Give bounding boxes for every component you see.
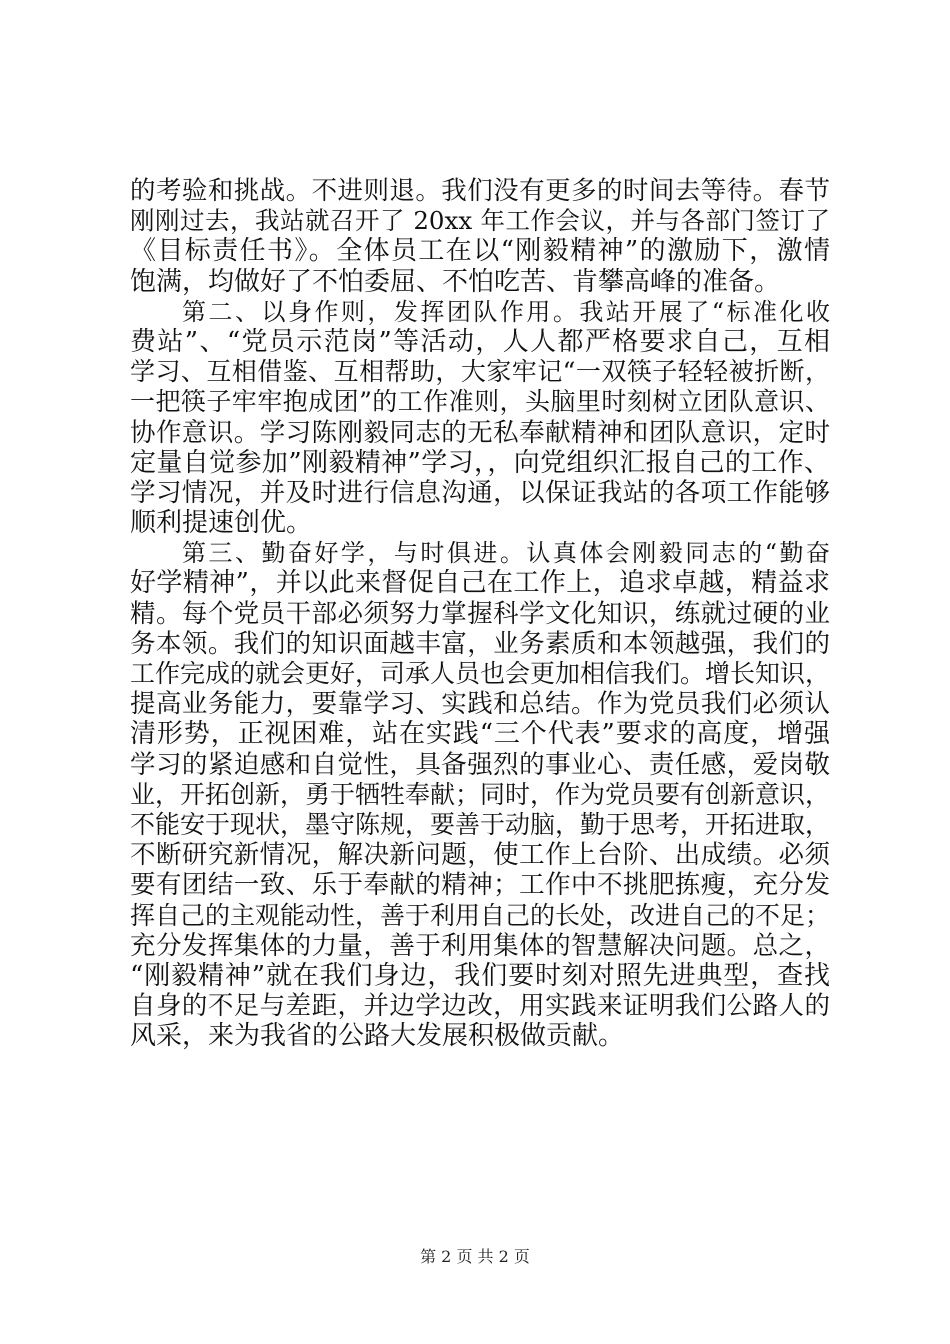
text-line: 不断研究新情况，解决新问题，使工作上台阶、出成绩。必须	[130, 840, 830, 871]
page-number-footer: 第 2 页 共 2 页	[420, 1247, 530, 1266]
text-line: 挥自己的主观能动性，善于利用自己的长处，改进自己的不足；	[130, 900, 831, 930]
text-line: 要有团结一致、乐于奉献的精神；工作中不挑肥拣瘦，充分发	[130, 870, 830, 901]
text-line: 风采，来为我省的公路大发展积极做贡献。	[130, 1021, 625, 1052]
text-line: 自身的不足与差距，并边学边改，用实践来证明我们公路人的	[130, 991, 830, 1022]
text-line: 务本领。我们的知识面越丰富，业务素质和本领越强，我们的	[130, 628, 830, 659]
text-line: 业，开拓创新，勇于牺牲奉献；同时，作为党员要有创新意识，	[130, 779, 831, 809]
text-line: 清形势，正视困难，站在实践“三个代表”要求的高度，增强	[130, 719, 830, 750]
text-line: 精。每个党员干部必须努力掌握科学文化知识，练就过硬的业	[130, 598, 830, 629]
text-line: 不能安于现状，墨守陈规，要善于动脑，勤于思考，开拓进取，	[130, 809, 831, 839]
text-line: 饱满，均做好了不怕委屈、不怕吃苦、肯攀高峰的准备。	[130, 266, 781, 297]
text-line: 学习的紧迫感和自觉性，具备强烈的事业心、责任感，爱岗敬	[130, 749, 830, 780]
text-line: 顺利提速创优。	[130, 508, 313, 539]
paragraph-start-line: 第三、勤奋好学，与时俱进。认真体会刚毅同志的“勤奋	[182, 539, 830, 568]
text-line: 费站”、“党员示范岗”等活动，人人都严格要求自己，互相	[130, 326, 830, 357]
text-line: 的考验和挑战。不进则退。我们没有更多的时间去等待。春节	[130, 176, 830, 206]
text-line: 好学精神”，并以此来督促自己在工作上，追求卓越，精益求	[130, 568, 830, 599]
text-line: 定量自觉参加”刚毅精神”学习，，向党组织汇报自己的工作、	[130, 447, 830, 478]
text-line: 《目标责任书》。全体员工在以“刚毅精神”的激励下，激情	[130, 236, 830, 267]
text-line: 学习情况，并及时进行信息沟通，以保证我站的各项工作能够	[130, 477, 830, 508]
text-line: 刚刚过去，我站就召开了 20xx 年工作会议，并与各部门签订了	[130, 206, 830, 236]
text-line: 充分发挥集体的力量，善于利用集体的智慧解决问题。总之，	[130, 930, 830, 961]
text-line: 协作意识。学习陈刚毅同志的无私奉献精神和团队意识，定时	[130, 417, 830, 448]
document-body	[130, 176, 830, 1051]
text-line: 学习、互相借鉴、互相帮助，大家牢记“一双筷子轻轻被折断，	[130, 357, 830, 387]
paragraph-start-line: 第二、以身作则，发挥团队作用。我站开展了“标准化收	[182, 297, 830, 326]
text-line: 工作完成的就会更好，司承人员也会更加相信我们。增长知识，	[130, 659, 831, 688]
text-line: 一把筷子牢牢抱成团”的工作准则，头脑里时刻树立团队意识、	[130, 387, 830, 417]
text-line: 提高业务能力，要靠学习、实践和总结。作为党员我们必须认	[130, 689, 830, 720]
text-line: “刚毅精神”就在我们身边，我们要时刻对照先进典型，查找	[130, 960, 830, 991]
